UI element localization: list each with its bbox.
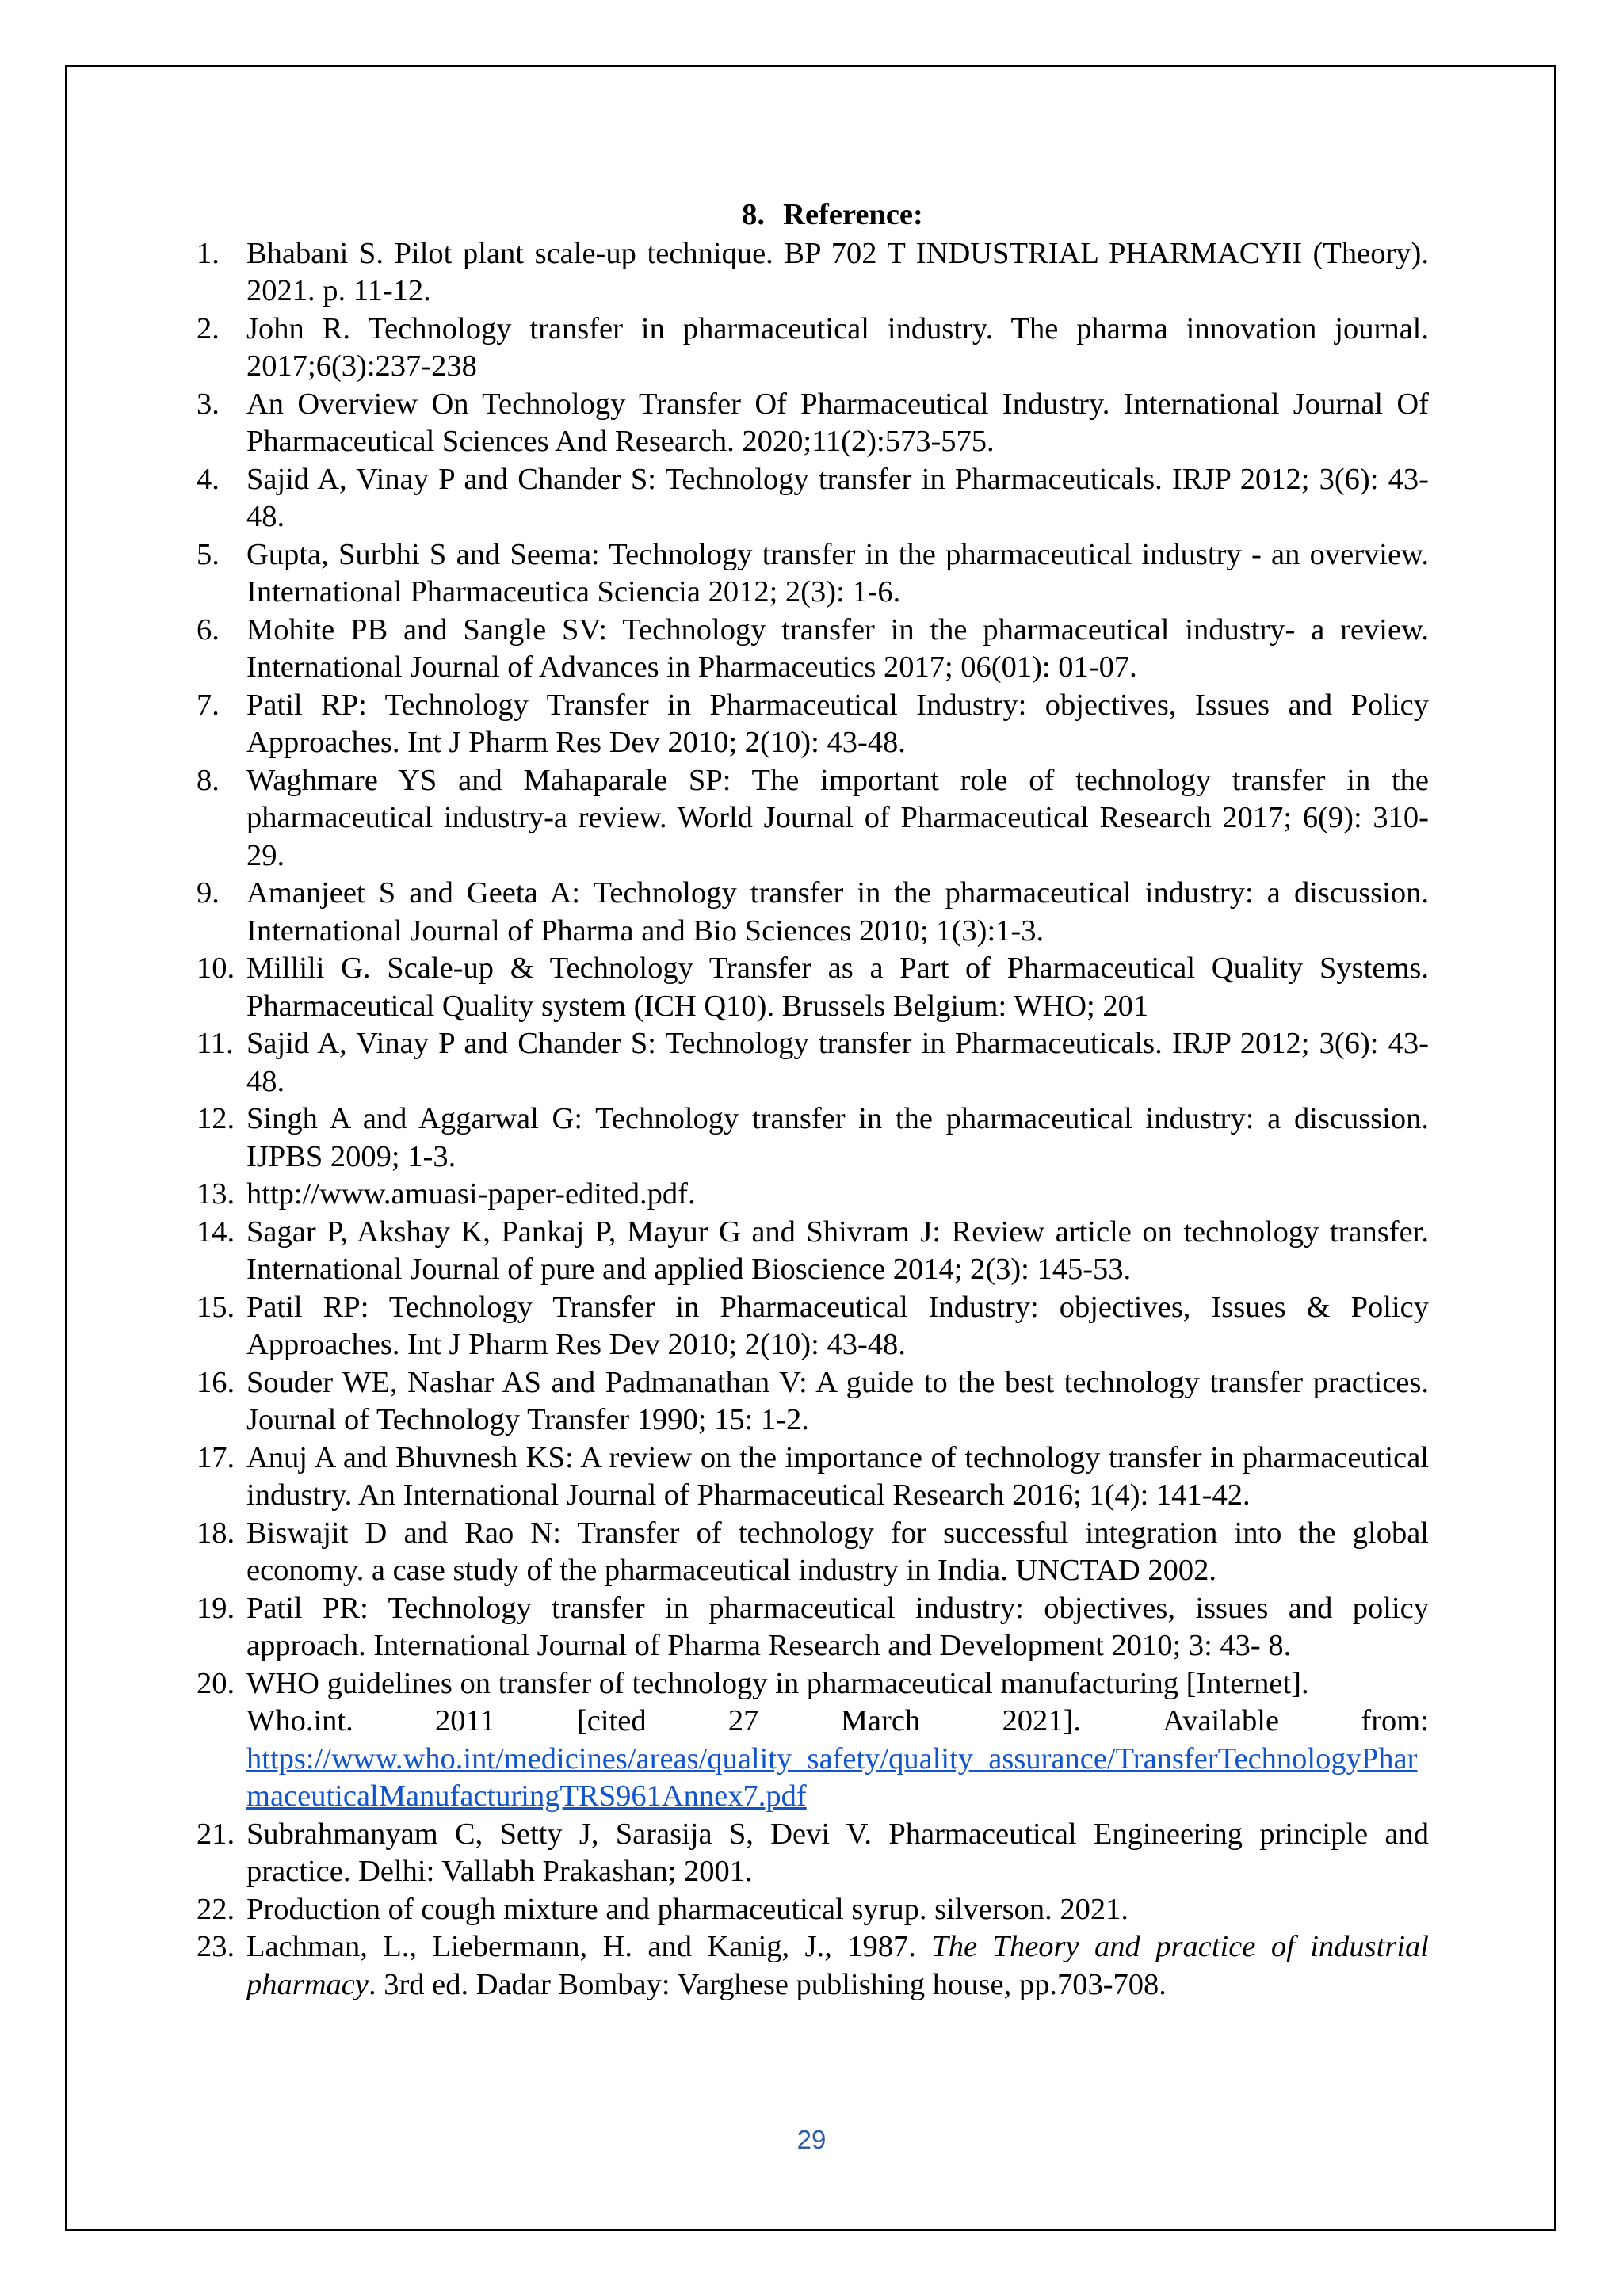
reference-item [197,1214,1429,1289]
reference-text: Sajid A, Vinay P and Chander S: Technology transfer in Pharmaceuticals. IRJP 2012; 3(6): 43-48. [246,1027,1429,1098]
reference-number: 14. [197,1215,235,1249]
reference-item [197,1176,1429,1214]
reference-item [197,1590,1429,1665]
reference-item [197,1665,1429,1816]
reference-number: 11. [197,1027,234,1060]
reference-item [197,1440,1429,1515]
reference-number: 10. [197,952,235,985]
reference-text: Patil RP: Technology Transfer in Pharmaceutical Industry: objectives, Issues and Policy Approaches. Int J Pharm Res Dev 2010; 2(10): 43-48. [246,688,1429,759]
reference-number: 19. [197,1591,235,1625]
reference-text: Sagar P, Akshay K, Pankaj P, Mayur G and Shivram J: Review article on technology transfer. International Journal of pure and applied Bioscience 2014; 2(3): 145-53. [246,1215,1429,1286]
reference-number: 4. [197,462,220,496]
reference-word: from: [1361,1704,1429,1737]
reference-item [197,536,1429,612]
reference-item [197,1928,1429,2004]
reference-item [197,1025,1429,1100]
reference-text: Millili G. Scale-up & Technology Transfer as a Part of Pharmaceutical Quality Systems. Pharmaceutical Quality system (ICH Q10). Brussels Belgium: WHO; 201 [246,952,1429,1023]
reference-word: Who.int. [246,1704,353,1737]
reference-number: 6. [197,612,220,646]
reference-number: 13. [197,1177,235,1211]
reference-number: 3. [197,387,220,421]
reference-item [197,762,1429,875]
reference-item [197,311,1429,386]
section-title: Reference: [783,198,923,231]
reference-text: Sajid A, Vinay P and Chander S: Technology transfer in Pharmaceuticals. IRJP 2012; 3(6): 43-48. [246,462,1429,533]
reference-item [197,235,1429,311]
reference-text: Souder WE, Nashar AS and Padmanathan V: A guide to the best technology transfer practices. Journal of Technology Transfer 1990; 15: 1-2. [246,1365,1429,1436]
page-number: 29 [796,2125,827,2154]
reference-item [197,1289,1429,1364]
section-number: 8. [742,198,766,231]
reference-number: 1. [197,236,220,270]
reference-number: 8. [197,763,220,797]
reference-item [197,1100,1429,1176]
reference-number: 9. [197,876,220,910]
reference-word: 27 [727,1704,759,1737]
reference-item [197,1515,1429,1590]
availability-line [246,1703,1429,1741]
who-guidelines-link[interactable]: https://www.who.int/medicines/areas/quality_safety/quality_assurance/TransferTechnologyPharmaceuticalManufacturingTRS961Annex7.pdf [246,1741,1418,1813]
reference-word: [cited [576,1704,647,1737]
reference-number: 12. [197,1102,235,1135]
reference-item [197,875,1429,950]
book-title: The Theory and practice of industrial pharmacy [246,1930,1429,2001]
reference-text: Gupta, Surbhi S and Seema: Technology transfer in the pharmaceutical industry - an overview. International Pharmaceutica Sciencia 2012; 2(3): 1-6. [246,537,1429,608]
reference-text: Waghmare YS and Mahaparale SP: The important role of technology transfer in the pharmaceutical industry-a review. World Journal of Pharmaceutical Research 2017; 6(9): 310-29. [246,763,1429,872]
reference-list [197,235,1429,2004]
reference-item [197,1364,1429,1440]
reference-text: Lachman, L., Liebermann, H. and Kanig, J., 1987. [246,1930,932,1963]
section-heading [197,196,1429,235]
reference-text: Biswajit D and Rao N: Transfer of technology for successful integration into the global economy. a case study of the pharmaceutical industry in India. UNCTAD 2002. [246,1516,1429,1587]
reference-number: 22. [197,1892,235,1926]
reference-word: Available [1163,1704,1280,1737]
reference-item [197,386,1429,461]
reference-word: 2021]. [1002,1704,1081,1737]
reference-number: 5. [197,537,220,571]
reference-word: 2011 [435,1704,495,1737]
reference-text: Patil PR: Technology transfer in pharmaceutical industry: objectives, issues and policy approach. International Journal of Pharma Research and Development 2010; 3: 43- 8. [246,1591,1429,1662]
reference-number: 20. [197,1666,235,1700]
reference-text: Bhabani S. Pilot plant scale-up technique. BP 702 T INDUSTRIAL PHARMACYII (Theory). 2021. p. 11-12. [246,236,1429,307]
reference-number: 16. [197,1365,235,1399]
reference-number: 18. [197,1516,235,1550]
reference-number: 15. [197,1290,235,1324]
reference-item [197,1816,1429,1891]
reference-item [197,461,1429,536]
reference-number: 21. [197,1817,235,1851]
reference-number: 2. [197,311,220,345]
reference-item [197,687,1429,762]
reference-text: Amanjeet S and Geeta A: Technology transfer in the pharmaceutical industry: a discussion. International Journal of Pharma and Bio Sciences 2010; 1(3):1-3. [246,876,1429,948]
reference-word: March [840,1704,921,1737]
reference-text: Subrahmanyam C, Setty J, Sarasija S, Devi V. Pharmaceutical Engineering principle and practice. Delhi: Vallabh Prakashan; 2001. [246,1817,1429,1888]
reference-text: WHO guidelines on transfer of technology in pharmaceutical manufacturing [Internet]. [246,1666,1309,1700]
reference-text: John R. Technology transfer in pharmaceutical industry. The pharma innovation journal. 2017;6(3):237-238 [246,311,1429,383]
reference-item [197,612,1429,687]
reference-text: . 3rd ed. Dadar Bombay: Varghese publishing house, pp.703-708. [368,1967,1167,2001]
reference-text: Singh A and Aggarwal G: Technology transfer in the pharmaceutical industry: a discussion. IJPBS 2009; 1-3. [246,1102,1429,1173]
reference-text: Patil RP: Technology Transfer in Pharmaceutical Industry: objectives, Issues & Policy Approaches. Int J Pharm Res Dev 2010; 2(10): 43-48. [246,1290,1429,1361]
reference-text: An Overview On Technology Transfer Of Pharmaceutical Industry. International Journal Of Pharmaceutical Sciences And Research. 2020;11(2):573-575. [246,387,1429,458]
reference-text: Production of cough mixture and pharmaceutical syrup. silverson. 2021. [246,1892,1129,1926]
reference-text: http://www.amuasi-paper-edited.pdf. [246,1177,696,1211]
reference-number: 7. [197,688,220,722]
references-section [197,196,1429,2004]
reference-text: Anuj A and Bhuvnesh KS: A review on the importance of technology transfer in pharmaceutical industry. An International Journal of Pharmaceutical Research 2016; 1(4): 141-42. [246,1440,1429,1512]
reference-number: 23. [197,1930,235,1963]
reference-item [197,1891,1429,1929]
reference-number: 17. [197,1440,235,1474]
reference-text: Mohite PB and Sangle SV: Technology transfer in the pharmaceutical industry- a review. International Journal of Advances in Pharmaceutics 2017; 06(01): 01-07. [246,612,1429,684]
reference-item [197,950,1429,1025]
